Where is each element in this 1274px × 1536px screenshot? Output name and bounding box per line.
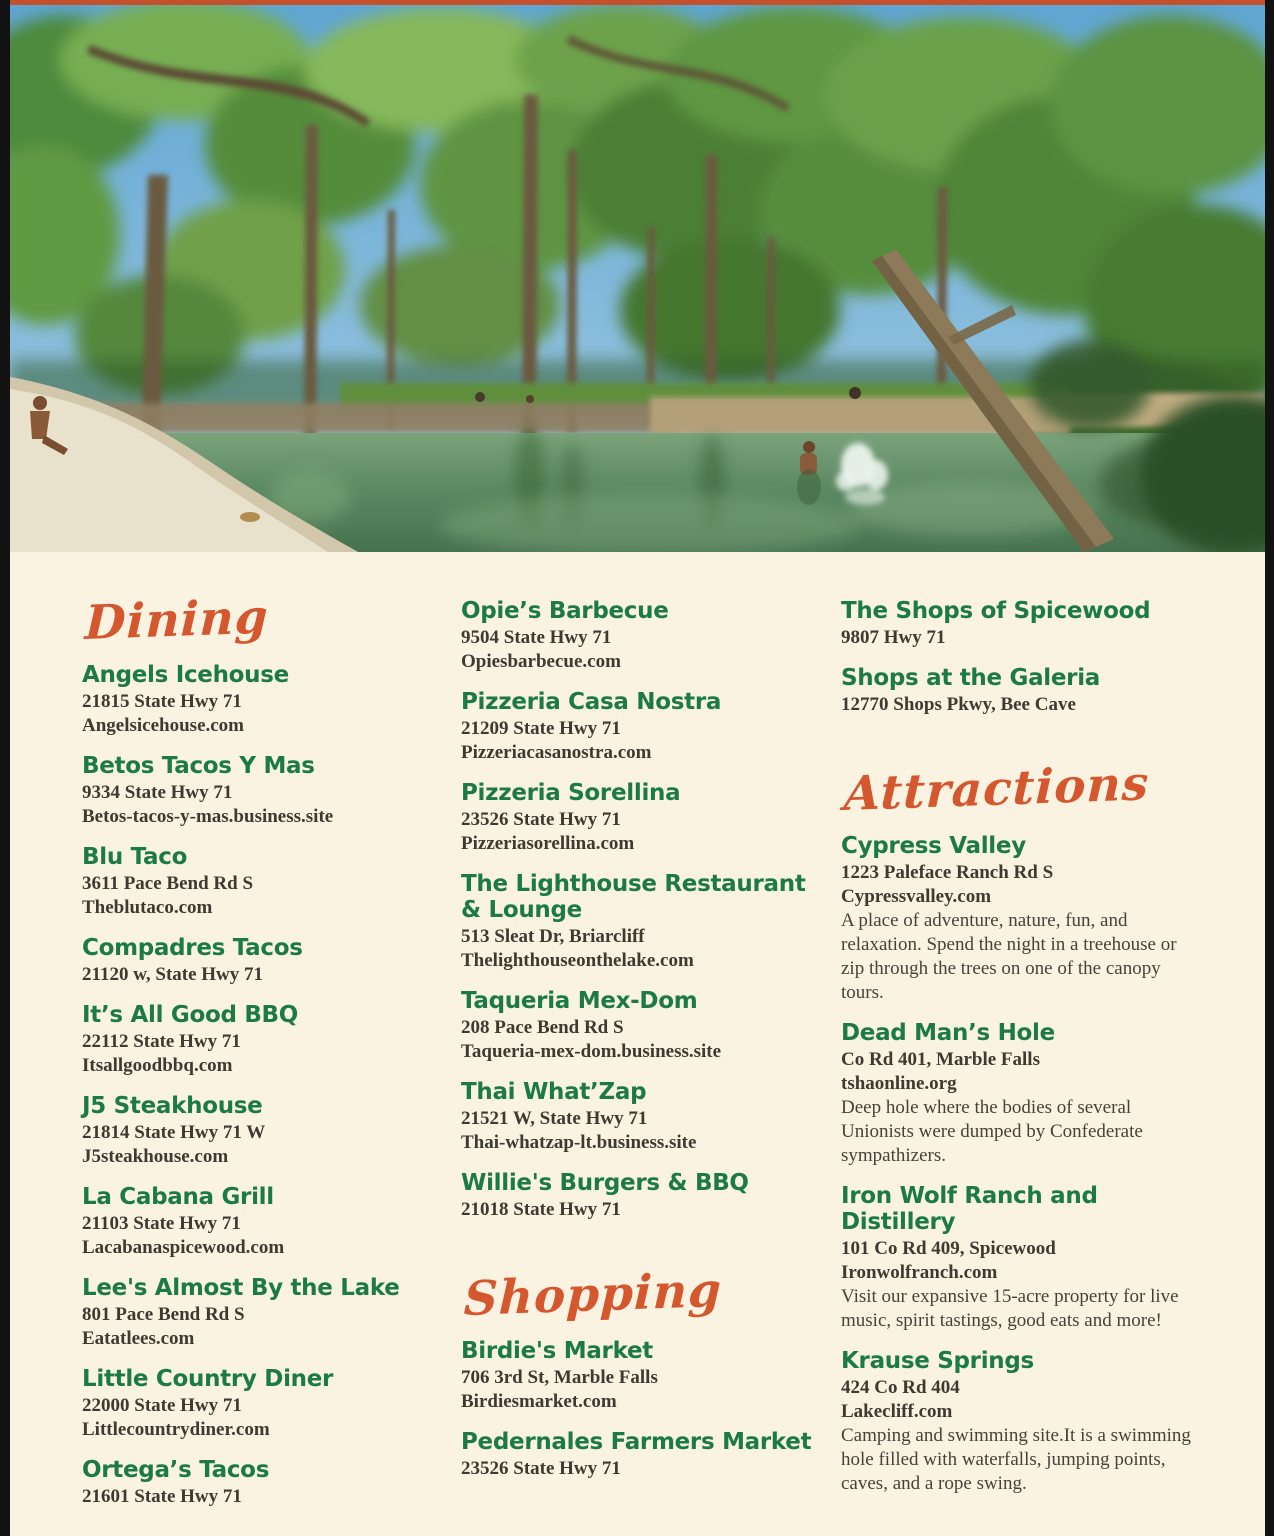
- entry-address: 801 Pace Bend Rd S: [82, 1304, 245, 1325]
- directory-entry: [841, 1348, 1202, 1496]
- directory-entry: [82, 1366, 445, 1442]
- entry-address: 23526 State Hwy 71: [461, 1458, 621, 1479]
- entry-name: Pizzeria Casa Nostra: [461, 689, 722, 715]
- entry-name: Iron Wolf Ranch and Distillery: [841, 1183, 1098, 1235]
- entry-website[interactable]: Lakecliff.com: [841, 1401, 953, 1422]
- directory-entry: [82, 1184, 445, 1260]
- entry-details: [461, 925, 825, 973]
- entry-website[interactable]: Ironwolfranch.com: [841, 1262, 998, 1283]
- section-title: Shopping: [462, 1262, 723, 1328]
- entry-name: Taqueria Mex-Dom: [461, 988, 698, 1014]
- entry-address: 21103 State Hwy 71: [82, 1213, 241, 1234]
- section-title: Attractions: [842, 756, 1151, 823]
- entry-name: Betos Tacos Y Mas: [82, 753, 315, 779]
- entry-address: 21018 State Hwy 71: [461, 1199, 621, 1220]
- entry-description: Visit our expansive 15-acre property for live music, spirit tastings, good eats and more!: [841, 1286, 1179, 1331]
- entry-name: Willie's Burgers & BBQ: [461, 1170, 749, 1196]
- entry-website[interactable]: J5steakhouse.com: [82, 1146, 229, 1167]
- directory-entry: [82, 844, 445, 920]
- entry-details: [461, 1366, 825, 1414]
- entry-website[interactable]: Cypressvalley.com: [841, 886, 992, 907]
- entry-website[interactable]: Thelighthouseonthelake.com: [461, 950, 694, 971]
- entry-website[interactable]: Thai-whatzap-lt.business.site: [461, 1132, 697, 1153]
- entry-details: [82, 872, 445, 920]
- directory-entry: [82, 1275, 445, 1351]
- directory-entry: [461, 598, 825, 674]
- entry-details: [461, 1198, 825, 1222]
- entry-name: Shops at the Galeria: [841, 665, 1101, 691]
- directory-entry: [841, 598, 1202, 650]
- entry-name: Krause Springs: [841, 1348, 1034, 1374]
- entry-name: The Shops of Spicewood: [841, 598, 1151, 624]
- directory-entry: [82, 662, 445, 738]
- entry-address: 23526 State Hwy 71: [461, 809, 621, 830]
- directory-entry: [841, 665, 1202, 717]
- entry-website[interactable]: Itsallgoodbbq.com: [82, 1055, 233, 1076]
- section-header: [841, 756, 1202, 823]
- entry-address: 21209 State Hwy 71: [461, 718, 621, 739]
- directory-entry: [461, 1429, 825, 1481]
- entry-details: [841, 1376, 1202, 1424]
- entry-address: 9504 State Hwy 71: [461, 627, 612, 648]
- entry-address: 21120 w, State Hwy 71: [82, 964, 264, 985]
- entry-address: 22000 State Hwy 71: [82, 1395, 242, 1416]
- entry-website[interactable]: tshaonline.org: [841, 1073, 957, 1094]
- entry-address: 9807 Hwy 71: [841, 627, 946, 648]
- entry-website[interactable]: Pizzeriacasanostra.com: [461, 742, 652, 763]
- entry-details: [461, 626, 825, 674]
- entry-website[interactable]: Taqueria-mex-dom.business.site: [461, 1041, 722, 1062]
- entry-website[interactable]: Lacabanaspicewood.com: [82, 1237, 285, 1258]
- entry-website[interactable]: Theblutaco.com: [82, 897, 213, 918]
- entry-details: [841, 693, 1202, 717]
- entry-website[interactable]: Betos-tacos-y-mas.business.site: [82, 806, 334, 827]
- entry-details: [461, 808, 825, 856]
- entry-address: 101 Co Rd 409, Spicewood: [841, 1238, 1056, 1259]
- entry-details: [461, 1457, 825, 1481]
- entry-address: 208 Pace Bend Rd S: [461, 1017, 624, 1038]
- directory-entry: [82, 1002, 445, 1078]
- directory-entry: [461, 780, 825, 856]
- directory-entry: [461, 988, 825, 1064]
- column-right: [841, 598, 1218, 1511]
- directory-entry: [461, 871, 825, 973]
- entry-website[interactable]: Angelsicehouse.com: [82, 715, 245, 736]
- section-header: [461, 1262, 825, 1328]
- entry-website[interactable]: Eatatlees.com: [82, 1328, 195, 1349]
- entry-name: La Cabana Grill: [82, 1184, 274, 1210]
- entry-address: 21815 State Hwy 71: [82, 691, 242, 712]
- directory-entry: [82, 753, 445, 829]
- entry-address: 12770 Shops Pkwy, Bee Cave: [841, 694, 1076, 715]
- entry-name: Ortega’s Tacos: [82, 1457, 270, 1483]
- page-edge-left: [0, 0, 10, 1536]
- section-header: [82, 589, 445, 652]
- hero-photo: [10, 5, 1265, 552]
- entry-name: The Lighthouse Restaurant & Lounge: [461, 871, 806, 923]
- entry-address: 22112 State Hwy 71: [82, 1031, 241, 1052]
- entry-details: [82, 1394, 445, 1442]
- entry-details: [82, 1485, 445, 1509]
- entry-details: [841, 861, 1202, 909]
- entry-details: [82, 690, 445, 738]
- entry-details: [82, 1303, 445, 1351]
- entry-name: Birdie's Market: [461, 1338, 653, 1364]
- entry-address: 21601 State Hwy 71: [82, 1486, 242, 1507]
- entry-name: J5 Steakhouse: [82, 1093, 263, 1119]
- entry-website[interactable]: Birdiesmarket.com: [461, 1391, 617, 1412]
- page-edge-right: [1265, 0, 1274, 1536]
- entry-website[interactable]: Littlecountrydiner.com: [82, 1419, 270, 1440]
- directory-entry: [461, 689, 825, 765]
- entry-address: 9334 State Hwy 71: [82, 782, 233, 803]
- directory-entry: [841, 1020, 1202, 1168]
- section-title: Dining: [83, 589, 270, 652]
- entry-name: Angels Icehouse: [82, 662, 289, 688]
- directory-entry: [461, 1338, 825, 1414]
- entry-address: 21814 State Hwy 71 W: [82, 1122, 266, 1143]
- directory-entry: [461, 1079, 825, 1155]
- entry-address: 513 Sleat Dr, Briarcliff: [461, 926, 645, 947]
- entry-details: [461, 1016, 825, 1064]
- directory-entry: [461, 1170, 825, 1222]
- directory-entry: [841, 833, 1202, 1005]
- entry-details: [841, 1237, 1202, 1285]
- entry-name: Little Country Diner: [82, 1366, 334, 1392]
- entry-name: Compadres Tacos: [82, 935, 303, 961]
- top-accent-bar: [10, 0, 1265, 5]
- directory-entry: [82, 1457, 445, 1509]
- entry-description: A place of adventure, nature, fun, and relaxation. Spend the night in a treehouse or zip through the trees on one of the canopy tours.: [841, 910, 1177, 1003]
- entry-details: [82, 1212, 445, 1260]
- directory: [0, 552, 1274, 1536]
- entry-details: [841, 626, 1202, 650]
- entry-name: Pedernales Farmers Market: [461, 1429, 812, 1455]
- entry-address: Co Rd 401, Marble Falls: [841, 1049, 1040, 1070]
- swimming-hole-photo: [10, 5, 1265, 552]
- entry-details: [461, 1107, 825, 1155]
- column-left: [82, 589, 461, 1524]
- entry-address: 706 3rd St, Marble Falls: [461, 1367, 658, 1388]
- entry-name: Lee's Almost By the Lake: [82, 1275, 400, 1301]
- entry-name: Opie’s Barbecue: [461, 598, 669, 624]
- entry-address: 1223 Paleface Ranch Rd S: [841, 862, 1054, 883]
- entry-details: [82, 1030, 445, 1078]
- entry-details: [82, 1121, 445, 1169]
- entry-description: Deep hole where the bodies of several Unionists were dumped by Confederate sympathizers.: [841, 1097, 1143, 1166]
- entry-website[interactable]: Opiesbarbecue.com: [461, 651, 621, 672]
- entry-name: Blu Taco: [82, 844, 188, 870]
- entry-name: Thai What’Zap: [461, 1079, 647, 1105]
- entry-address: 424 Co Rd 404: [841, 1377, 960, 1398]
- entry-address: 3611 Pace Bend Rd S: [82, 873, 254, 894]
- entry-name: Cypress Valley: [841, 833, 1026, 859]
- entry-details: [82, 963, 445, 987]
- entry-details: [841, 1048, 1202, 1096]
- entry-description: Camping and swimming site.It is a swimming hole filled with waterfalls, jumping points, caves, and a rope swing.: [841, 1425, 1191, 1494]
- directory-entry: [841, 1183, 1202, 1333]
- directory-entry: [82, 1093, 445, 1169]
- entry-website[interactable]: Pizzeriasorellina.com: [461, 833, 635, 854]
- entry-details: [461, 717, 825, 765]
- entry-name: Dead Man’s Hole: [841, 1020, 1055, 1046]
- directory-entry: [82, 935, 445, 987]
- entry-name: It’s All Good BBQ: [82, 1002, 299, 1028]
- entry-name: Pizzeria Sorellina: [461, 780, 681, 806]
- entry-address: 21521 W, State Hwy 71: [461, 1108, 648, 1129]
- entry-details: [82, 781, 445, 829]
- column-middle: [461, 598, 841, 1496]
